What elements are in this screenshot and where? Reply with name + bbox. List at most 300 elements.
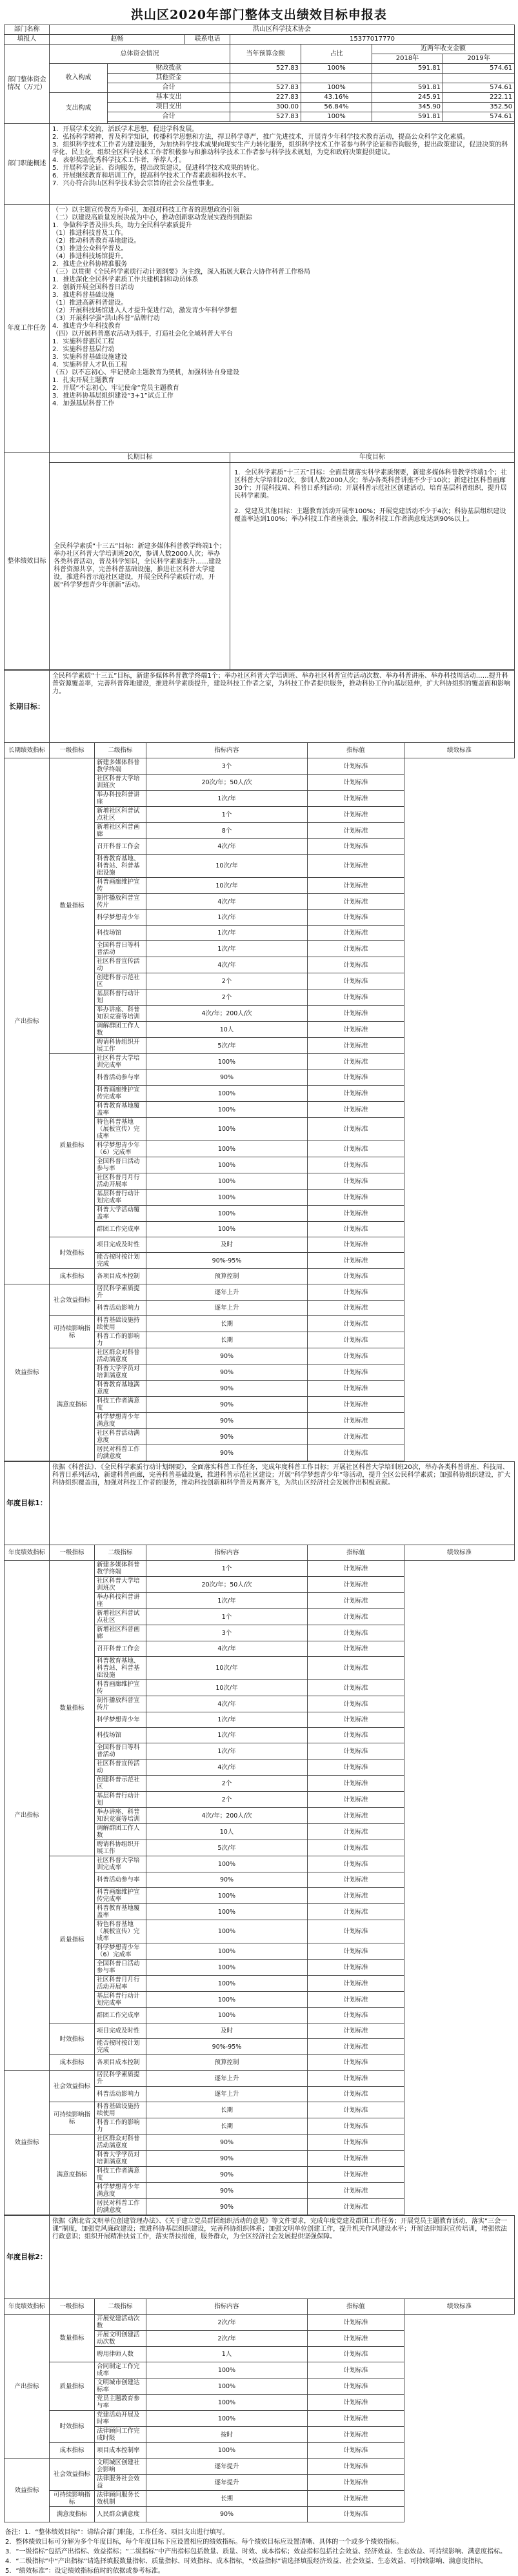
indicator-row [5, 2443, 515, 2459]
indicator-level2: 满意度指标 [50, 2135, 95, 2215]
indicator-name: 项目完成及时性 [95, 1237, 146, 1253]
indicator-standard: 计划标准 [308, 1792, 404, 1808]
indicator-name: 法律顾问工作完成时限 [95, 2427, 146, 2443]
indicator-standard: 计划标准 [308, 2475, 404, 2491]
indicator-value: 90% [146, 1397, 308, 1413]
indicator-level2: 时效指标 [50, 1237, 95, 1269]
indicator-row [5, 2055, 515, 2071]
note-item: 5．“绩效标准”：设定绩效指标值时的依据或参考标准。 [5, 2568, 164, 2575]
indicator-value: 100% [146, 1976, 308, 1992]
fund-row-ratio: 56.84% [301, 103, 372, 112]
indicator-standard: 计划标准 [308, 957, 404, 973]
indicator-name: 居民科学素质提升 [95, 1284, 146, 1301]
indicator-name: 能否按时按计划完成 [95, 2039, 146, 2055]
indicator-standard: 计划标准 [308, 2118, 404, 2135]
indicator-standard: 计划标准 [308, 1038, 404, 1054]
indicator-value: 90% [146, 1348, 308, 1364]
year1-table [4, 1461, 515, 2215]
indicator-value: 100% [146, 2008, 308, 2023]
indicator-standard: 计划标准 [308, 1641, 404, 1657]
fund-row-2018: 591.81 [372, 64, 443, 74]
indicator-standard: 计划标准 [308, 2411, 404, 2427]
indicator-name: 科普画廊维护宣传完成率 [95, 1888, 146, 1904]
overall-long-header: 长期目标 [50, 453, 230, 463]
indicator-value: 90% [146, 1364, 308, 1381]
indicator-name: 科普活动影响力 [95, 2087, 146, 2102]
indicator-standard: 计划标准 [308, 1381, 404, 1397]
tasks-list [50, 205, 515, 453]
indicator-name: 社区科普大学培训班次 [95, 1577, 146, 1593]
indicator-standard: 计划标准 [308, 2087, 404, 2102]
indicator-value: 3个 [146, 758, 308, 775]
indicator-value: 90% [146, 2507, 308, 2522]
ind-header-val: 指标值 [308, 2299, 404, 2315]
indicator-value: 90% [146, 2135, 308, 2151]
indicator-value: 4次/年 [146, 957, 308, 973]
indicator-value: 1个 [146, 807, 308, 823]
indicator-standard: 计划标准 [308, 855, 404, 878]
indicator-value: 90% [146, 2151, 308, 2167]
indicator-standard: 计划标准 [308, 2315, 404, 2331]
indicator-standard: 计划标准 [308, 2055, 404, 2071]
indicator-level2: 数量指标 [50, 2315, 95, 2362]
indicator-name: 举办讲座、科普知识竞赛等培训 [95, 1808, 146, 1824]
indicator-value: 2次/年 [146, 2315, 308, 2331]
indicator-standard: 计划标准 [308, 1712, 404, 1728]
indicator-name: 社区科普大学培训完成率 [95, 1856, 146, 1872]
indicator-standard: 计划标准 [308, 823, 404, 839]
fund-row-2018: 591.81 [372, 112, 443, 122]
indicator-name: 科学梦想青少年（6）完成率 [95, 1141, 146, 1157]
indicator-name: 全国科普日活动参与率 [95, 1960, 146, 1976]
overall-goal-label: 整体绩效目标 [5, 453, 50, 670]
indicator-value: 20次/年；50人/次 [146, 775, 308, 791]
indicator-standard: 计划标准 [308, 2135, 404, 2151]
indicator-value: 逐年上升 [146, 1301, 308, 1316]
phone-value: 15377017770 [230, 35, 515, 45]
task-item: 4．实施科普人才队伍工程 [52, 361, 128, 369]
indicator-standard: 计划标准 [308, 1976, 404, 1992]
indicator-standard: 计划标准 [308, 2347, 404, 2362]
duty-item: 7．兴办符合洪山区科学技术协会宗旨的社会公益性事业。 [52, 180, 218, 187]
indicator-standard: 计划标准 [308, 791, 404, 807]
indicator-value: 长期 [146, 1332, 308, 1348]
indicator-standard: 计划标准 [308, 1888, 404, 1904]
fund-row-ratio: 100% [301, 112, 372, 122]
indicator-standard: 计划标准 [308, 1625, 404, 1641]
indicator-value: 100% [146, 1888, 308, 1904]
indicator-value: 长期 [146, 2102, 308, 2118]
indicator-value: 4次/年 [146, 894, 308, 910]
indicator-name: 举办讲座、科普知识竞赛等培训 [95, 1006, 146, 1022]
indicator-value: 长期 [146, 2118, 308, 2135]
indicator-name: 社区科普宣传活动 [95, 1760, 146, 1776]
task-item: （2）推动科普教育基地建设。 [52, 238, 141, 245]
indicator-value: 1个 [146, 1561, 308, 1577]
duty-item: 2．弘扬科学精神，普及科学知识，传播科学思想和方法，捍卫科学尊严，推广先进技术，开展青少年科学技术教育活动，提高公众科学文化素质。 [52, 134, 470, 141]
task-item: （二）以建设高质量发展决战为中心，推动创新驱动发展实践得到跟踪 [52, 214, 252, 221]
indicator-row [5, 1856, 515, 1872]
indicator-value: 1次/年 [146, 941, 308, 957]
funds-header-recent: 近两年收支金额 [372, 45, 515, 54]
duty-item: 1．开展学术交流，活跃学术思想，促进学科发展。 [52, 126, 199, 133]
indicator-row [5, 1054, 515, 1070]
indicator-standard: 计划标准 [308, 1728, 404, 1743]
indicator-standard: 计划标准 [308, 2507, 404, 2522]
fund-row-budget: 527.83 [230, 112, 301, 122]
indicator-row [5, 2135, 515, 2151]
funds-header-2019: 2019年 [443, 54, 515, 64]
task-item: 3．实施科普基础设施建设 [52, 354, 128, 361]
year1-indicators-label: 年度绩效指标 [5, 1545, 50, 1561]
indicator-standard: 计划标准 [308, 1364, 404, 1381]
indicator-name: 科普活动参与率 [95, 1872, 146, 1888]
indicator-standard: 计划标准 [308, 941, 404, 957]
indicator-name: 科普教育基地、科普站、科普基础设施 [95, 855, 146, 878]
ind-header-note: 绩效标准 [404, 2299, 515, 2315]
indicator-value: 100% [146, 1992, 308, 2008]
task-item: 1．推进深化全民科学素质工作共建机制和动员体系 [52, 276, 199, 283]
indicator-name: 新增社区科普画廊 [95, 1625, 146, 1641]
indicator-name: 聘请科协组织开展工作 [95, 1038, 146, 1054]
indicator-value: 100% [146, 1920, 308, 1943]
note-item: 3．“一级指标”包括产出指标、效益指标；“二级指标”中产出指标包括数量、质量、时效、成本指标；效益指标包括社会效益、经济效益、生态效益、可持续影响、满意度指标。 [5, 2548, 507, 2555]
fund-row-2019: 352.50 [443, 103, 515, 112]
fund-row-name: 财政拨款 [108, 64, 230, 74]
indicator-name: 科学梦想青少年满意度 [95, 1413, 146, 1429]
indicator-name: 科技场馆 [95, 1728, 146, 1743]
indicator-standard: 计划标准 [308, 2362, 404, 2378]
indicator-standard: 计划标准 [308, 1316, 404, 1332]
indicator-value: 100% [146, 1157, 308, 1173]
indicator-value: 逐年提升 [146, 2475, 308, 2491]
long-indicator-rows [5, 758, 515, 1461]
task-item: （一）以主题宣传教育为牵引，加强对科技工作者的思想政治引领 [52, 207, 239, 214]
indicator-name: 科技场馆 [95, 926, 146, 941]
fund-row-2018: 245.91 [372, 93, 443, 103]
phone-label: 联系电话 [185, 35, 230, 45]
indicator-value: 100% [146, 1141, 308, 1157]
indicator-name: 项目完成及时性 [95, 2023, 146, 2039]
fund-row-2018 [372, 74, 443, 83]
fund-row-budget: 527.83 [230, 64, 301, 74]
indicator-standard: 计划标准 [308, 2491, 404, 2507]
year1-label: 年度目标1： [5, 1462, 50, 1545]
fund-row-name: 其他资金 [108, 74, 230, 83]
indicator-value: 90% [146, 1070, 308, 1086]
indicator-standard: 计划标准 [308, 1054, 404, 1070]
tasks-label: 年度工作任务 [5, 205, 50, 453]
indicator-standard: 计划标准 [308, 1237, 404, 1253]
ind-header-l2: 二级指标 [95, 1545, 146, 1561]
long-term-label: 长期目标： [5, 671, 50, 743]
indicator-level2: 成本指标 [50, 2055, 95, 2071]
indicator-name: 合同制定工作完成率 [95, 2362, 146, 2378]
fund-row-2019: 574.61 [443, 83, 515, 93]
indicator-name: 科技工作者满意度 [95, 2167, 146, 2183]
indicator-standard: 计划标准 [308, 1872, 404, 1888]
indicator-level2: 质量指标 [50, 2362, 95, 2411]
indicator-level1: 产出指标 [5, 758, 50, 1284]
duty-item: 3．组织科学技术工作者为建设服务，为加快科学技术成果向现实生产力转化服务，组织科学技术工作者参与科学论证和咨询服务，提出政策建议，促进决策的科学化、民主化，组织全区科学技术工作者积极参与和推动科学技术工作者参与科学技术规划，为党和政府决策提供建议。 [52, 141, 508, 156]
task-item: 2．开展“不忘初心，牢记使命”党员主题教育 [52, 385, 179, 392]
indicator-standard: 计划标准 [308, 2395, 404, 2411]
indicator-value: 逐年上升 [146, 2071, 308, 2087]
indicator-value: 10人 [146, 1824, 308, 1840]
indicator-name: 社区群众对科普活动满意度 [95, 2135, 146, 2151]
indicator-row [5, 2102, 515, 2118]
indicator-row [5, 1348, 515, 1364]
ind-header-l3: 指标内容 [146, 2299, 308, 2315]
indicator-standard: 计划标准 [308, 1269, 404, 1284]
indicator-standard: 计划标准 [308, 2427, 404, 2443]
person-value: 赵畅 [50, 35, 185, 45]
fund-row-budget: 227.83 [230, 93, 301, 103]
indicator-value: 长期 [146, 2491, 308, 2507]
indicator-row [5, 1237, 515, 1253]
fund-row-ratio [301, 74, 372, 83]
indicator-value: 20次/年；50人/次 [146, 1577, 308, 1593]
indicator-name: 科普教育基地满意度 [95, 1381, 146, 1397]
indicator-name: 聘请科协组织开展工作 [95, 1840, 146, 1856]
indicator-value: 3个 [146, 1625, 308, 1641]
indicator-name: 居民对科普工作的满意度 [95, 1445, 146, 1461]
indicator-name: 新建多媒体科普教学终端 [95, 758, 146, 775]
indicator-name: 社区科普大学培训完成率 [95, 1054, 146, 1070]
indicator-standard: 计划标准 [308, 758, 404, 775]
indicator-standard: 计划标准 [308, 2167, 404, 2183]
indicator-name: 调解群团工作人数 [95, 1824, 146, 1840]
indicator-name: 科普基础设施持续使用 [95, 1316, 146, 1332]
indicator-standard: 计划标准 [308, 1413, 404, 1429]
indicator-standard: 计划标准 [308, 2199, 404, 2215]
indicator-standard: 计划标准 [308, 2331, 404, 2347]
fund-row-ratio: 100% [301, 64, 372, 74]
task-item: 2．推进企业科协精准服务 [52, 261, 128, 268]
indicator-row [5, 2023, 515, 2039]
note-item: 2．整体绩效目标可分解为多个年度目标，每个年度目标下应设置相应的绩效指标。每个绩效目标应设置清晰、具体的一个或多个绩效指标。 [5, 2539, 403, 2546]
indicator-value: 2个 [146, 1776, 308, 1792]
indicator-standard: 计划标准 [308, 926, 404, 941]
long-term-text: 全民科学素质“十三五”目标，新建多媒体科普教学终端1个；举办社区科普大学培训班、举办社区科普宣传活动次数、举办科普讲座、举办科技周活动……提升科普资源覆盖率，完善科普阵地建设，推进科学素质提升，建设科技工作者之家，为科技工作者提供服务，推动科协工作向基层延伸，扩大科协组织的覆盖面和影响力。 [50, 671, 515, 743]
indicator-value: 90% [146, 2199, 308, 2215]
indicator-value: 2个 [146, 1792, 308, 1808]
indicator-level2: 社会效益指标 [50, 2071, 95, 2102]
overall-long-text: 全民科学素质“十三五”目标：新建多媒体科普教学终端1个；举办社区科普大学培训班20次，参训人数2000人次；举办各类科普活动，普及科学知识，全民科学素质提升……建设科普资源共享，完善科普基础设施，推进社区科普大学建设，推进科普示范社区建设，开展全民科学素质行动，开展“科学梦想青少年创新”活动。 [50, 463, 230, 670]
indicator-level2: 社会效益指标 [50, 2459, 95, 2491]
note-item: 4．“二级指标”中“产出指标”请选择填报数量指标、质量指标、时效指标、成本指标，“效益指标”请选择填报经济效益、社会效益、生态效益、可持续影响、满意度指标。 [5, 2558, 488, 2565]
indicator-name: 科普工作的影响力 [95, 1332, 146, 1348]
indicator-standard: 计划标准 [308, 878, 404, 894]
indicator-name: 社区科普大学培训班次 [95, 775, 146, 791]
indicator-row [5, 2507, 515, 2522]
indicator-row [5, 1316, 515, 1332]
dept-label: 部门名称 [5, 25, 50, 35]
indicator-standard: 计划标准 [308, 1301, 404, 1316]
funds-header-overall: 总体资金情况 [50, 45, 230, 64]
indicator-level2: 数量指标 [50, 1561, 95, 1856]
indicator-standard: 计划标准 [308, 807, 404, 823]
fund-row-2019: 222.11 [443, 93, 515, 103]
year2-text: 依据《湖北省文明单位创建管理办法》、《关于建立党员群团组织活动的意见》等文件要求，完成年度党建及群团工作任务；开展党员主题教育活动，落实“三会一课”制度，加强党风廉政建设；推进科协基层组织建设，完善科协组织体系；加强文明单位创建工作，提升机关作风建设水平；开展法律知识宣传培训，增强依法行政意识；组织开展精准扶贫工作，落实帮扶措施，服务群众，为全区经济社会发展提供坚强保障。 [50, 2216, 515, 2299]
indicator-standard: 计划标准 [308, 989, 404, 1006]
task-item: 1．扎实开展主题教育 [52, 377, 115, 384]
indicator-name: 新增社区科普试点社区 [95, 1609, 146, 1625]
indicator-row [5, 2491, 515, 2507]
indicator-standard: 计划标准 [308, 1824, 404, 1840]
task-item: （1）推进科技普及工作。 [52, 230, 128, 237]
indicator-name: 科普教育基地覆盖率 [95, 1904, 146, 1920]
indicator-standard: 计划标准 [308, 2378, 404, 2395]
indicator-value: 2个 [146, 973, 308, 989]
indicator-value: 100% [146, 1054, 308, 1070]
indicator-standard: 计划标准 [308, 1102, 404, 1118]
indicator-value: 8个 [146, 823, 308, 839]
indicator-level2: 时效指标 [50, 2411, 95, 2443]
indicator-standard: 计划标准 [308, 1943, 404, 1960]
indicator-standard: 计划标准 [308, 1222, 404, 1237]
indicator-name: 法律顾问服务长效机制 [95, 2491, 146, 2507]
fund-row-2019: 574.61 [443, 112, 515, 122]
indicator-value: 预算控制 [146, 2055, 308, 2071]
indicator-standard: 计划标准 [308, 2151, 404, 2167]
long-term-table [4, 670, 515, 1461]
indicator-standard: 计划标准 [308, 1070, 404, 1086]
indicator-standard: 计划标准 [308, 775, 404, 791]
indicator-standard: 计划标准 [308, 1118, 404, 1141]
indicator-name: 开展文明创建活动次数 [95, 2331, 146, 2347]
indicator-value: 100% [146, 2362, 308, 2378]
year2-label: 年度目标2： [5, 2216, 50, 2299]
indicator-name: 法律服务社会效益 [95, 2475, 146, 2491]
income-label: 收入构成 [50, 64, 108, 93]
year2-table [4, 2215, 515, 2522]
indicator-standard: 计划标准 [308, 2008, 404, 2023]
ind-header-l2: 二级指标 [95, 743, 146, 758]
indicator-name: 科学梦想青少年（6）完成率 [95, 1943, 146, 1960]
indicator-row [5, 2315, 515, 2331]
indicator-standard: 计划标准 [308, 1157, 404, 1173]
indicator-name: 科学梦想青少年 [95, 1712, 146, 1728]
indicator-name: 全国科普日活动参与率 [95, 1157, 146, 1173]
task-item: （3）推进公众科学普及。 [52, 245, 128, 252]
indicator-standard: 计划标准 [308, 1429, 404, 1445]
indicator-value: 1次/年 [146, 1743, 308, 1760]
task-item: 3．推进科协基层组织建设“3+1”试点工作 [52, 392, 174, 400]
indicator-standard: 计划标准 [308, 2023, 404, 2039]
ind-header-note: 绩效标准 [404, 1545, 515, 1561]
indicator-name: 全国科普日等科普活动 [95, 1743, 146, 1760]
duty-item: 4．表彰奖励优秀科学技术工作者，举荐人才。 [52, 157, 186, 164]
indicator-level1: 效益指标 [5, 2459, 50, 2522]
fund-row-2018: 591.81 [372, 83, 443, 93]
indicator-value: 预算控制 [146, 1269, 308, 1284]
duty-item: 6．开展继续教育和培训工作，提高科学技术工作者素质和科技水平。 [52, 172, 250, 179]
indicator-value: 10次/年 [146, 878, 308, 894]
ind-header-val: 指标值 [308, 1545, 404, 1561]
indicator-standard: 计划标准 [308, 2183, 404, 2199]
indicator-standard: 计划标准 [308, 1173, 404, 1190]
notes [5, 2528, 508, 2576]
indicator-value: 1个 [146, 1609, 308, 1625]
indicator-value: 100% [146, 1086, 308, 1102]
indicator-standard: 计划标准 [308, 1022, 404, 1038]
indicator-value: 5次/年 [146, 1038, 308, 1054]
indicator-value: 逐年上升 [146, 1284, 308, 1301]
indicator-row [5, 1284, 515, 1301]
year1-indicator-rows [5, 1561, 515, 2215]
indicator-standard: 计划标准 [308, 2443, 404, 2459]
indicator-level2: 数量指标 [50, 758, 95, 1054]
indicator-level2: 成本指标 [50, 1269, 95, 1284]
indicator-level2: 满意度指标 [50, 2507, 95, 2522]
indicator-value: 1次/年 [146, 1712, 308, 1728]
fund-row-2019 [443, 74, 515, 83]
indicator-name: 新增社区科普画廊 [95, 823, 146, 839]
expense-label: 支出构成 [50, 93, 108, 124]
indicator-standard: 计划标准 [308, 1743, 404, 1760]
indicator-level2: 可持续影响指标 [50, 2102, 95, 2135]
indicator-name: 科学梦想青少年满意度 [95, 2183, 146, 2199]
indicator-value: 90% [146, 1413, 308, 1429]
indicator-value: 90% [146, 2183, 308, 2199]
ind-header-l3: 指标内容 [146, 1545, 308, 1561]
indicator-name: 举办科技科普讲座 [95, 1593, 146, 1609]
indicator-value: 100% [146, 2411, 308, 2427]
indicator-value: 100% [146, 1206, 308, 1222]
duties-label: 部门职能概述 [5, 124, 50, 205]
indicator-value: 4次/年；200人/次 [146, 1808, 308, 1824]
indicator-standard: 计划标准 [308, 894, 404, 910]
indicator-row [5, 2362, 515, 2378]
fund-row-name: 基本支出 [108, 93, 230, 103]
indicator-value: 10次/年 [146, 1680, 308, 1696]
note-item: 备注：1．“整体绩效目标”：请结合部门职能，工作任务、项目支出进行填写。 [5, 2529, 229, 2536]
task-item: （2）开展科技场馆进入人才提升促进行动，激发青少年科学梦想 [52, 307, 237, 314]
indicator-standard: 计划标准 [308, 2071, 404, 2087]
indicator-name: 科普教育基地覆盖率 [95, 1102, 146, 1118]
indicator-name: 聘用律师人数 [95, 2347, 146, 2362]
indicator-standard: 计划标准 [308, 1086, 404, 1102]
indicator-row [5, 1561, 515, 1577]
indicator-standard: 计划标准 [308, 1561, 404, 1577]
indicator-name: 社区科普活动满意度 [95, 1429, 146, 1445]
indicator-name: 居民对科普工作的满意度 [95, 2199, 146, 2215]
indicator-name: 项目成本控制率 [95, 2443, 146, 2459]
indicator-value: 90%-95% [146, 2039, 308, 2055]
ind-header-l2: 二级指标 [95, 2299, 146, 2315]
indicator-name: 人民群众满意度 [95, 2507, 146, 2522]
indicator-name: 科普画廊维护宣传 [95, 878, 146, 894]
indicator-standard: 计划标准 [308, 1680, 404, 1696]
funds-header-2018: 2018年 [372, 54, 443, 64]
indicator-standard: 计划标准 [308, 1206, 404, 1222]
ind-header-l1: 一级指标 [50, 1545, 95, 1561]
indicator-value: 4次/年 [146, 1641, 308, 1657]
indicator-name: 社区科普宣传活动 [95, 957, 146, 973]
indicator-name: 召开科普工作会 [95, 839, 146, 855]
duty-item: 5．开展科学论证、咨询服务，提出政策建议，促进科学技术成果的转化。 [52, 165, 263, 172]
indicator-name: 科学梦想青少年 [95, 910, 146, 926]
indicator-value: 100% [146, 2378, 308, 2395]
indicator-standard: 计划标准 [308, 1577, 404, 1593]
indicator-value: 100% [146, 1960, 308, 1976]
fund-row-name: 项目支出 [108, 103, 230, 112]
indicator-name: 科普基础设施持续使用 [95, 2102, 146, 2118]
indicator-value: 100% [146, 1102, 308, 1118]
indicator-standard: 计划标准 [308, 1808, 404, 1824]
indicator-name: 全国科普日等科普活动 [95, 941, 146, 957]
